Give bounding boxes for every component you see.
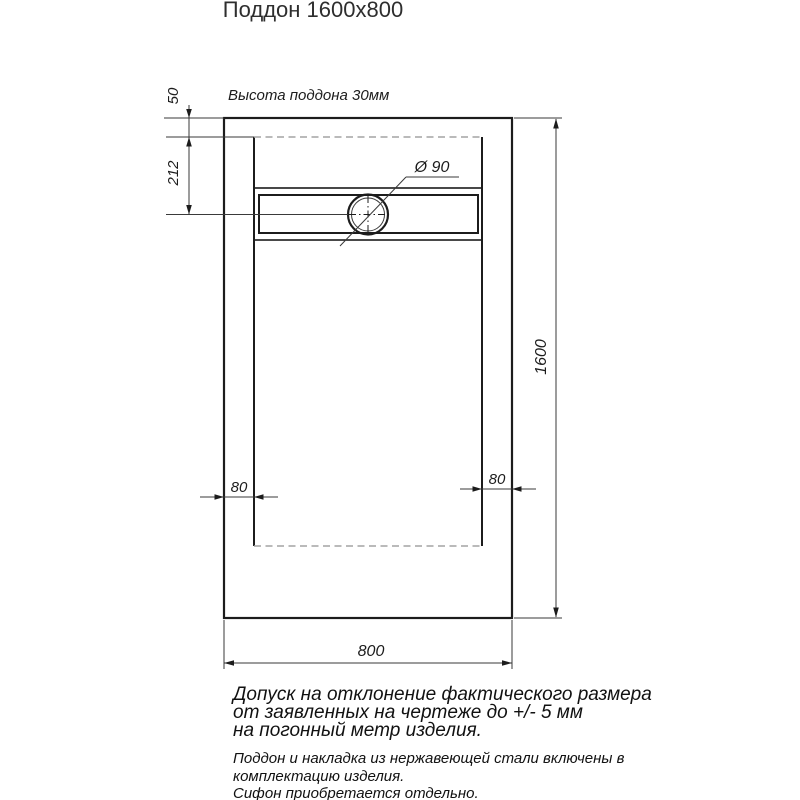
- dim-80-left-label: 80: [230, 479, 248, 496]
- arrowhead: [254, 494, 264, 499]
- arrowhead: [186, 137, 192, 147]
- arrowhead: [512, 486, 522, 491]
- arrowhead: [186, 205, 192, 215]
- included-note-line-3: Сифон приобретается отдельно.: [233, 785, 479, 800]
- dim-1600-label: 1600: [533, 339, 550, 375]
- dim-800-label: 800: [357, 643, 385, 660]
- dim-80-right-label: 80: [488, 471, 506, 488]
- dim-212-label: 212: [165, 160, 182, 186]
- arrowhead: [224, 660, 234, 666]
- arrowhead: [215, 494, 225, 499]
- drain-center-crosshair: [349, 196, 387, 233]
- drain-circle: [348, 195, 388, 235]
- arrowhead: [553, 608, 559, 618]
- dimension-80-right: [460, 471, 536, 492]
- page-title: Поддон 1600x800: [222, 0, 404, 22]
- dimension-1600: [514, 118, 562, 618]
- arrowhead: [186, 109, 192, 118]
- arrowhead: [473, 486, 483, 491]
- arrowhead: [553, 119, 559, 129]
- tolerance-note-line-2: от заявленных на чертеже до +/- 5 мм: [233, 702, 583, 723]
- dimension-80-left: [200, 479, 278, 500]
- tolerance-note-line-3: на погонный метр изделия.: [233, 720, 482, 741]
- tray-outline: [224, 118, 512, 618]
- tolerance-note: [231, 684, 652, 741]
- drain-diameter-label: Ø 90: [414, 159, 450, 176]
- included-parts-note: [233, 750, 625, 800]
- dimension-800: [224, 620, 512, 669]
- arrowhead: [502, 660, 512, 666]
- tolerance-note-line-1: Допуск на отклонение фактического размера: [233, 684, 652, 705]
- included-note-line-2: комплектацию изделия.: [233, 768, 405, 785]
- included-note-line-1: Поддон и накладка из нержавеющей стали включены в: [233, 750, 625, 767]
- dim-50-label: 50: [165, 87, 182, 105]
- tray-height-note: Высота поддона 30мм: [228, 87, 390, 104]
